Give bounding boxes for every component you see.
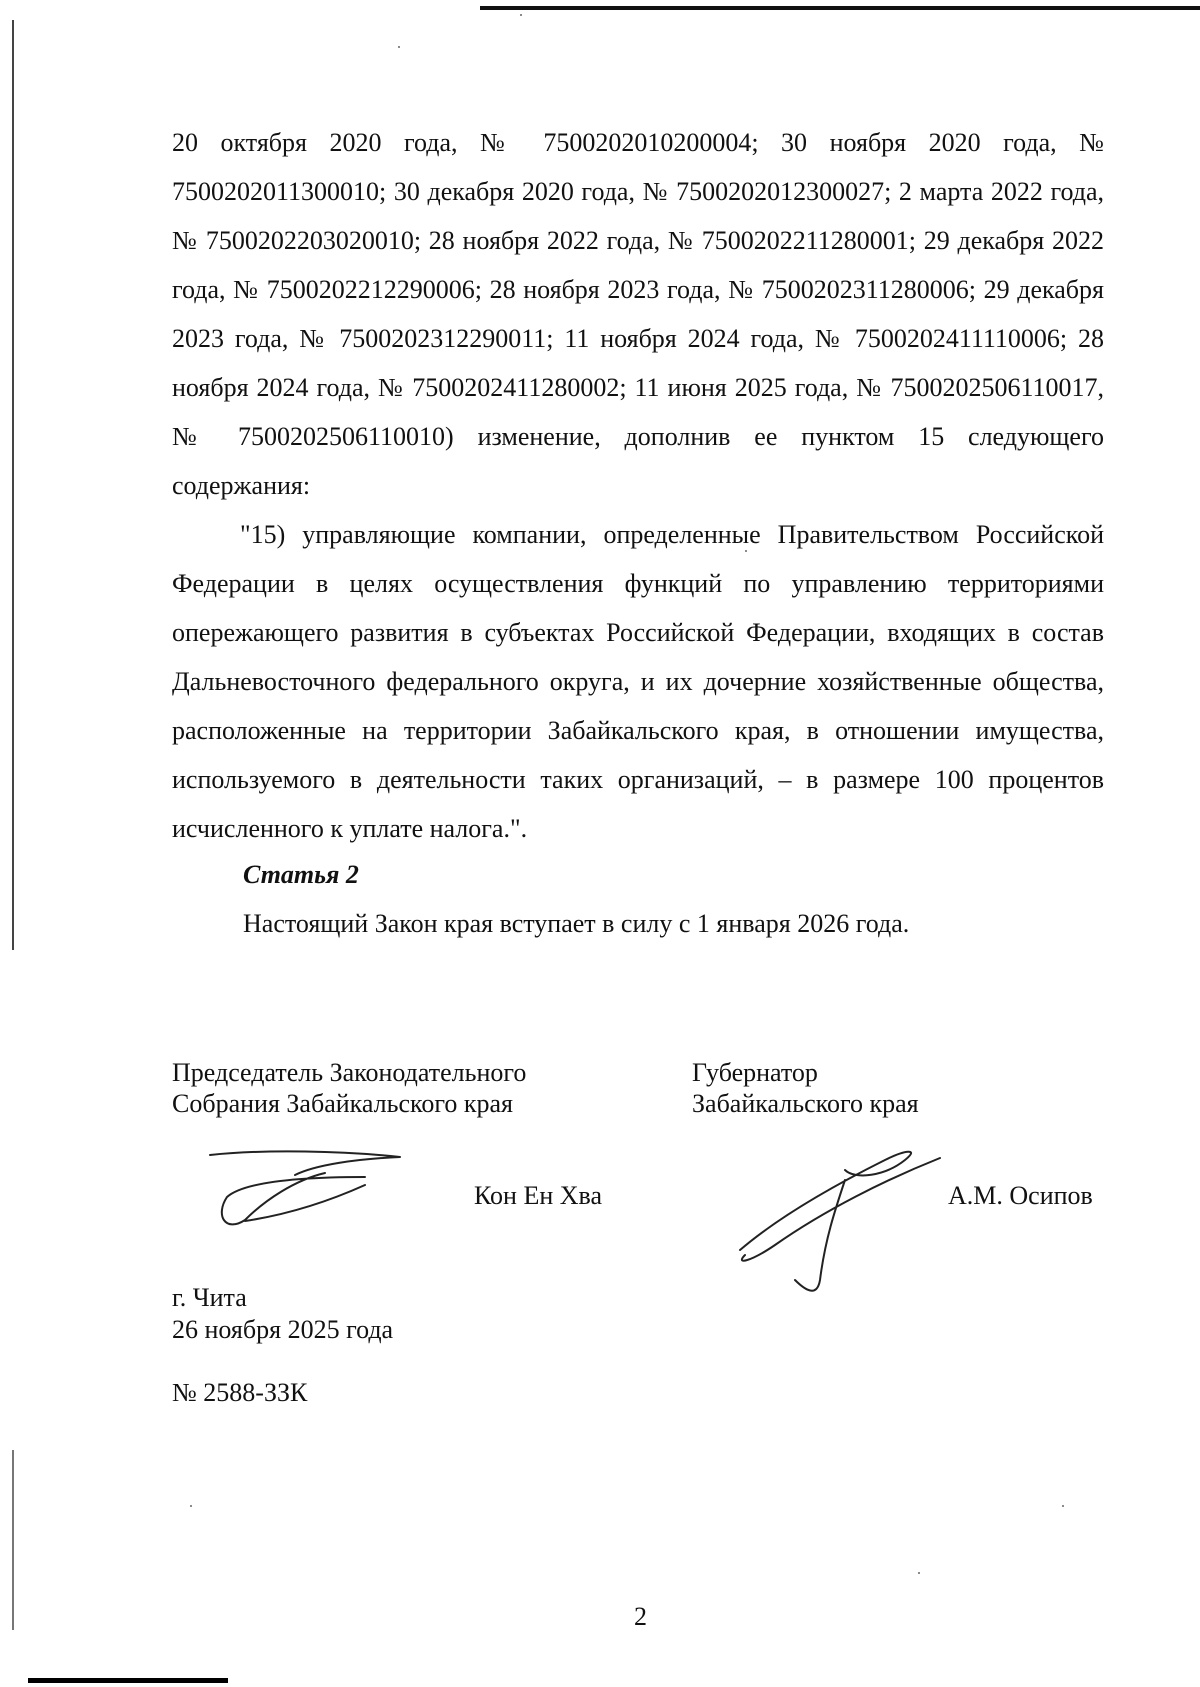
scan-speck [1062, 1505, 1064, 1507]
chairman-title-line1: Председатель Законодательного [172, 1058, 527, 1087]
article-2-heading: Статья 2 [243, 860, 359, 889]
chairman-title [172, 1057, 526, 1119]
governor-title-line1: Губернатор [692, 1058, 818, 1087]
chairman-title-line2: Собрания Забайкальского края [172, 1089, 513, 1118]
scan-speck [918, 1572, 920, 1574]
scan-speck [520, 14, 522, 16]
scan-edge-left-lower [12, 1450, 14, 1630]
signing-date: 26 ноября 2025 года [172, 1315, 394, 1344]
new-point-15-paragraph: "15) управляющие компании, определенные Правительством Российской Федерации в целях осуществления функций по управлению территориями опережающего развития в субъектах Российской Федерации, входящих в состав Дальневосточного федерального округа, и их дочерние хозяйственные общества, расположенные на территории Забайкальского края, в отношении имущества, используемого в деятельности таких организаций, – в размере 100 процентов исчисленного к уплате налога.". [172, 520, 1104, 843]
amendment-paragraph: 20 октября 2020 года, № 7500202010200004; 30 ноября 2020 года, № 7500202011300010; 30 декабря 2020 года, № 7500202012300027; 2 марта 2022 года, № 7500202203020010; 28 ноября 2022 года, № 7500202211280001; 29 декабря 2022 года, № 7500202212290006; 28 ноября 2023 года, № 7500202311280006; 29 декабря 2023 года, № 7500202312290011; 11 ноября 2024 года, № 7500202411110006; 28 ноября 2024 года, № 7500202411280002; 11 июня 2025 года, № 7500202506110017, № 7500202506110010) изменение, дополнив ее пунктом 15 следующего содержания: [172, 128, 1104, 500]
governor-name: А.М. Осипов [948, 1181, 1093, 1210]
scan-edge-bottom [28, 1678, 228, 1683]
place-and-date [172, 1282, 393, 1346]
scan-edge-top [480, 6, 1200, 10]
scan-speck [190, 1505, 192, 1507]
chairman-name: Кон Ен Хва [474, 1181, 603, 1210]
chairman-signature [205, 1145, 410, 1230]
governor-signature [735, 1140, 945, 1300]
page-number: 2 [634, 1602, 647, 1631]
governor-title-line2: Забайкальского края [692, 1089, 919, 1118]
law-number: № 2588-ЗЗК [172, 1378, 308, 1407]
city: г. Чита [172, 1283, 247, 1312]
scan-speck [398, 46, 400, 48]
scan-edge-left [12, 20, 14, 950]
article-2-text: Настоящий Закон края вступает в силу с 1 января 2026 года. [243, 909, 910, 938]
governor-title [692, 1057, 919, 1119]
law-body [172, 118, 1104, 853]
